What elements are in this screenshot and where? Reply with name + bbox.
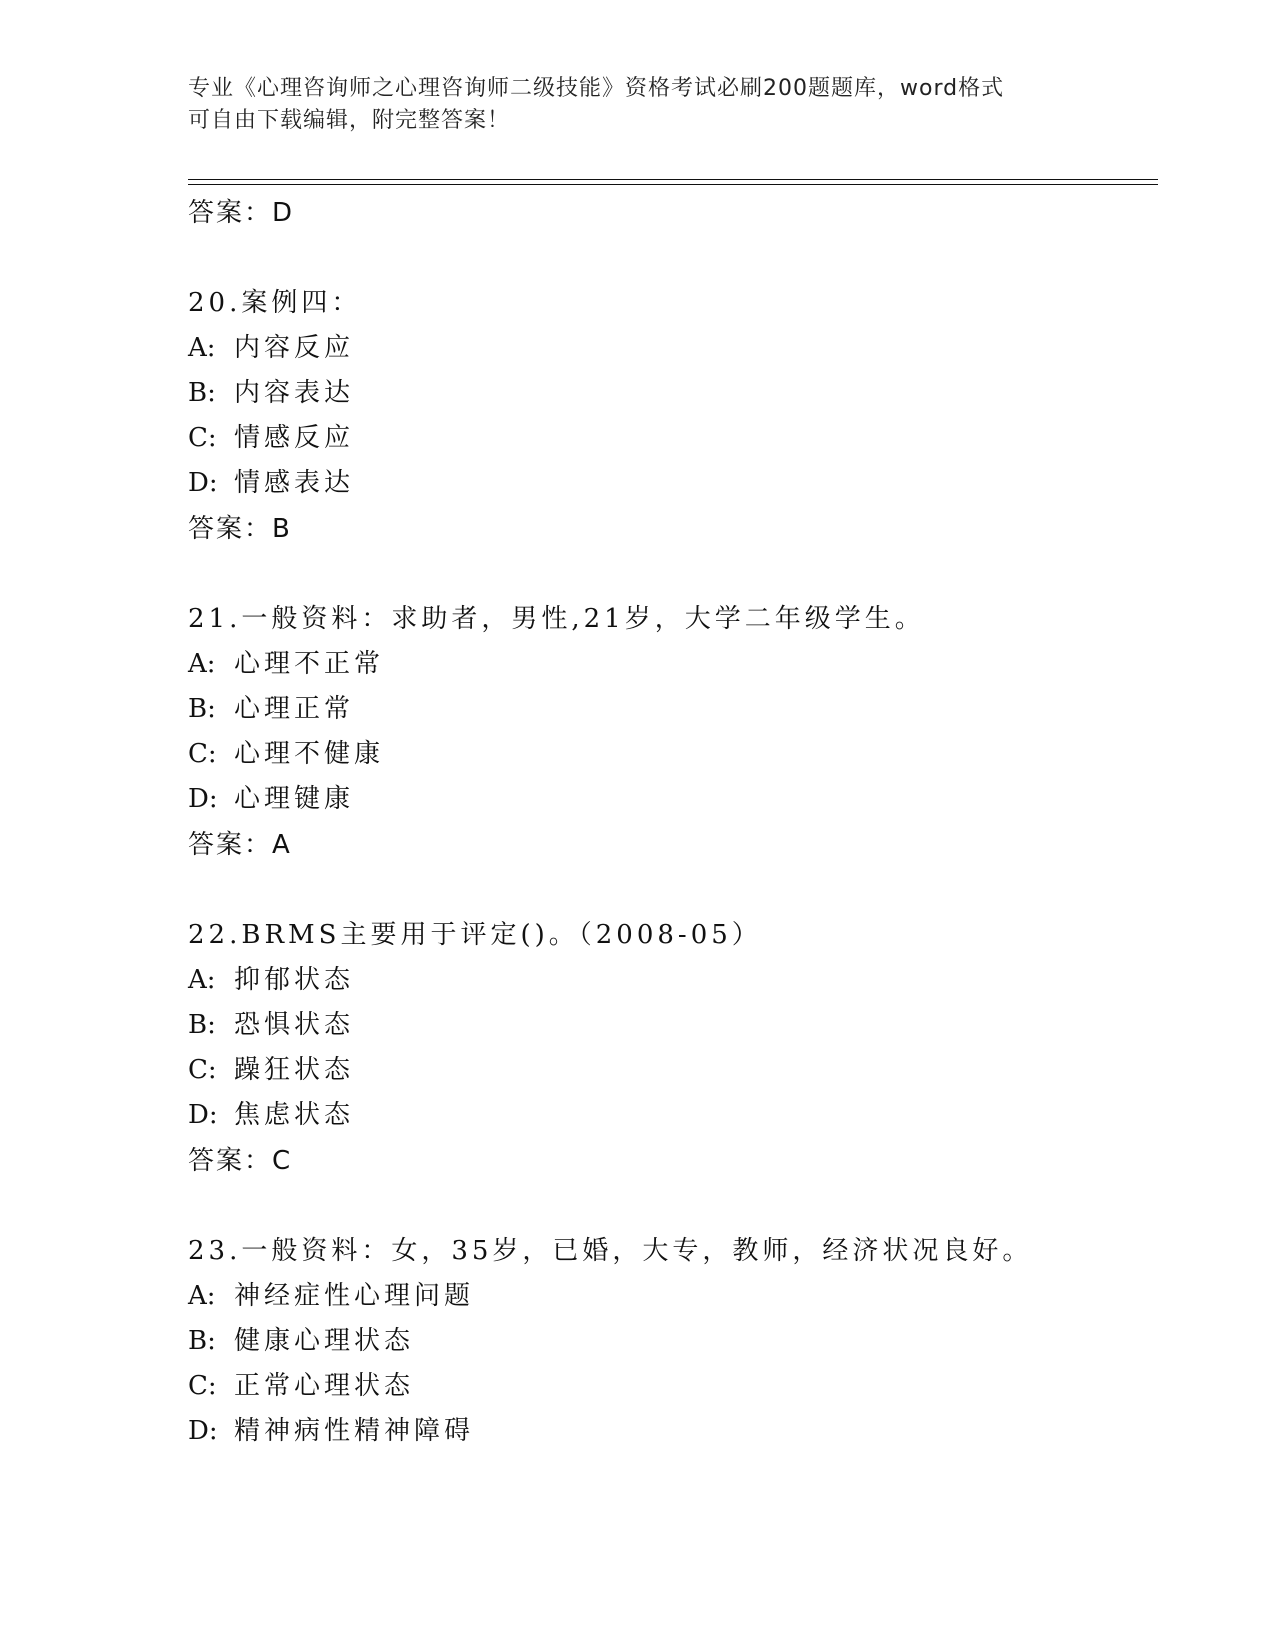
spacer — [188, 868, 1158, 913]
option-b — [188, 1003, 1158, 1048]
question-stem: 21.一般资料：求助者，男性,21岁，大学二年级学生。 — [188, 604, 925, 634]
question-list — [188, 190, 1158, 1454]
option-key: B: — [188, 378, 216, 408]
option-key: D: — [188, 784, 218, 814]
header-divider-top — [188, 179, 1158, 180]
option-text: 精神病性精神障碍 — [234, 1416, 475, 1446]
option-d — [188, 1409, 1158, 1454]
option-a — [188, 958, 1158, 1003]
header-divider-bottom — [188, 184, 1158, 185]
option-text: 神经症性心理问题 — [234, 1281, 475, 1311]
option-key: B: — [188, 694, 216, 724]
header-title-line-2: 可自由下载编辑，附完整答案！ — [188, 108, 511, 133]
option-a — [188, 642, 1158, 687]
option-d — [188, 461, 1158, 506]
option-text: 心理不健康 — [234, 739, 385, 769]
option-key: A: — [188, 649, 216, 679]
option-text: 心理正常 — [234, 694, 355, 724]
option-text: 情感表达 — [234, 468, 355, 498]
option-text: 情感反应 — [234, 423, 355, 453]
option-text: 健康心理状态 — [234, 1326, 415, 1356]
option-d — [188, 777, 1158, 822]
option-c — [188, 1364, 1158, 1409]
option-text: 心理键康 — [234, 784, 355, 814]
option-key: B: — [188, 1326, 216, 1356]
option-key: C: — [188, 739, 217, 769]
question-block-21 — [188, 597, 1158, 868]
option-key: A: — [188, 1281, 216, 1311]
option-text: 正常心理状态 — [234, 1371, 415, 1401]
option-c — [188, 732, 1158, 777]
option-c — [188, 1048, 1158, 1093]
answer-line: 答案：B — [188, 514, 292, 544]
question-stem: 23.一般资料：女，35岁，已婚，大专，教师，经济状况良好。 — [188, 1236, 1033, 1266]
option-a — [188, 1274, 1158, 1319]
question-block-22 — [188, 913, 1158, 1184]
option-b — [188, 1319, 1158, 1364]
option-b — [188, 687, 1158, 732]
option-key: A: — [188, 965, 216, 995]
option-text: 内容表达 — [234, 378, 355, 408]
option-key: B: — [188, 1010, 216, 1040]
option-text: 心理不正常 — [234, 649, 385, 679]
answer-line: 答案：C — [188, 1146, 293, 1176]
spacer — [188, 1184, 1158, 1229]
option-d — [188, 1093, 1158, 1138]
option-text: 躁狂状态 — [234, 1055, 355, 1085]
spacer — [188, 236, 1158, 281]
option-key: C: — [188, 1055, 217, 1085]
header-title-line-1: 专业《心理咨询师之心理咨询师二级技能》资格考试必刷200题题库，word格式 — [188, 76, 1005, 101]
question-stem: 22.BRMS主要用于评定()。（2008-05） — [188, 920, 762, 950]
option-key: D: — [188, 468, 218, 498]
answer-line: 答案：A — [188, 830, 292, 860]
question-block-23 — [188, 1229, 1158, 1454]
option-key: A: — [188, 333, 216, 363]
option-key: D: — [188, 1100, 218, 1130]
option-key: C: — [188, 423, 217, 453]
option-c — [188, 416, 1158, 461]
option-text: 抑郁状态 — [234, 965, 355, 995]
option-b — [188, 371, 1158, 416]
question-block-20 — [188, 281, 1158, 552]
option-key: C: — [188, 1371, 217, 1401]
answer-previous: 答案：D — [188, 198, 295, 228]
option-text: 内容反应 — [234, 333, 355, 363]
option-text: 焦虑状态 — [234, 1100, 355, 1130]
document-header — [188, 73, 1068, 137]
spacer — [188, 552, 1158, 597]
option-a — [188, 326, 1158, 371]
question-stem: 20.案例四： — [188, 288, 362, 318]
option-key: D: — [188, 1416, 218, 1446]
option-text: 恐惧状态 — [234, 1010, 355, 1040]
